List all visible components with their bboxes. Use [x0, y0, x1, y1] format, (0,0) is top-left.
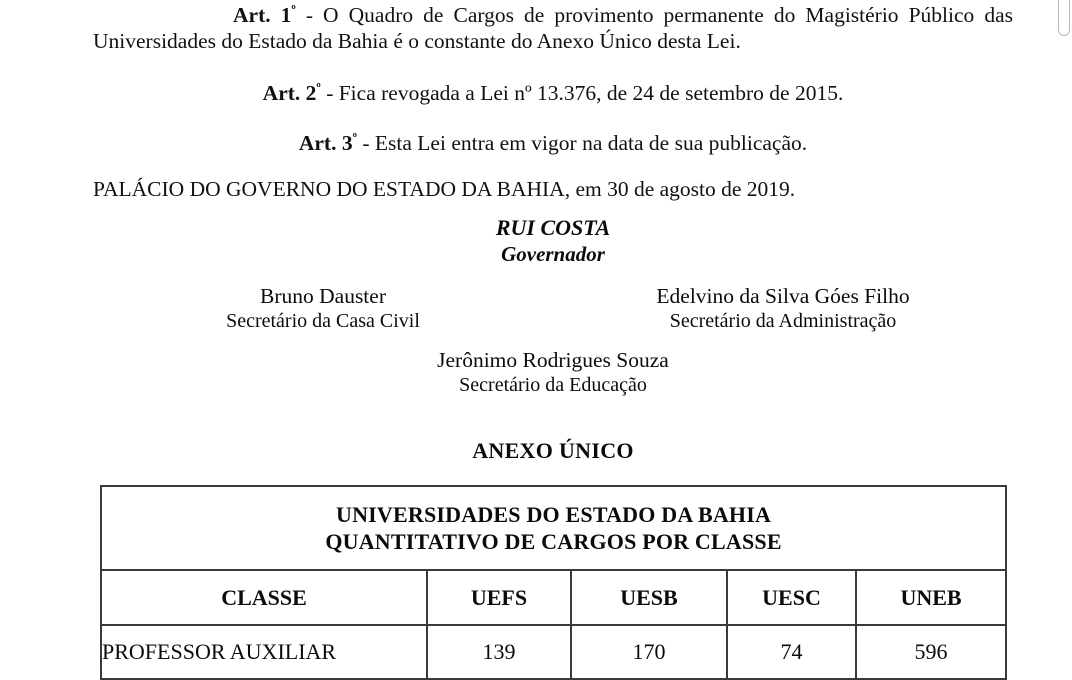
signatory-educacao [93, 348, 1013, 398]
signatory-casa-civil [93, 284, 553, 334]
governor-name: RUI COSTA [495, 215, 611, 240]
signatory-name: Edelvino da Silva Góes Filho [656, 284, 910, 308]
table-title-cell [101, 486, 1006, 570]
signatory-name: Bruno Dauster [260, 284, 386, 308]
article-3-ordinal: º [352, 129, 357, 145]
spacer [93, 156, 1013, 176]
article-2-label: Art. 2 [262, 81, 317, 105]
article-3-paragraph [93, 130, 1013, 156]
spacer [93, 54, 1013, 80]
article-2-ordinal: º [316, 79, 321, 95]
signatory-name: Jerônimo Rodrigues Souza [437, 348, 669, 372]
article-3-text: - Esta Lei entra em vigor na data de sua publicação. [357, 131, 808, 155]
article-1-text: - O Quadro de Cargos de provimento permanente do Magistério Público das Universidades do Estado da Bahia é o constante do Anexo Único desta Lei. [93, 3, 1013, 53]
article-2-paragraph [93, 80, 1013, 106]
cargos-table-wrapper [100, 485, 1005, 680]
article-2-text: - Fica revogada a Lei nº 13.376, de 24 de setembro de 2015. [320, 81, 844, 105]
cell-uesc: 74 [727, 625, 856, 679]
signatory-administracao [553, 284, 1013, 334]
governor-title: Governador [501, 242, 605, 266]
cell-uneb: 596 [856, 625, 1006, 679]
vertical-scrollbar-thumb[interactable] [1058, 0, 1070, 36]
cell-uefs: 139 [427, 625, 571, 679]
article-3-label: Art. 3 [298, 131, 353, 155]
cell-uesb: 170 [571, 625, 727, 679]
cargos-table [100, 485, 1007, 680]
column-header-classe: CLASSE [101, 570, 427, 625]
table-row [101, 625, 1006, 679]
column-header-uneb: UNEB [856, 570, 1006, 625]
signatory-role: Secretário da Casa Civil [226, 310, 420, 332]
document-body [93, 0, 1013, 464]
article-1-label: Art. 1 [233, 3, 292, 27]
column-header-uefs: UEFS [427, 570, 571, 625]
column-header-uesc: UESC [727, 570, 856, 625]
column-header-uesb: UESB [571, 570, 727, 625]
article-1-ordinal: º [291, 1, 296, 17]
signature-row [93, 284, 1013, 334]
table-title-line2: QUANTITATIVO DE CARGOS POR CLASSE [325, 529, 782, 554]
table-header-row [101, 570, 1006, 625]
article-1-paragraph [93, 0, 1013, 54]
spacer [93, 106, 1013, 130]
signatory-role: Secretário da Educação [459, 374, 647, 396]
signatory-role: Secretário da Administração [669, 310, 897, 332]
governor-block [93, 214, 1013, 268]
place-and-date: PALÁCIO DO GOVERNO DO ESTADO DA BAHIA, em 30 de agosto de 2019. [93, 177, 796, 201]
table-title-row [101, 486, 1006, 570]
table-title-line1: UNIVERSIDADES DO ESTADO DA BAHIA [335, 502, 772, 527]
annex-heading: ANEXO ÚNICO [472, 438, 634, 463]
cell-classe: PROFESSOR AUXILIAR [101, 625, 427, 679]
